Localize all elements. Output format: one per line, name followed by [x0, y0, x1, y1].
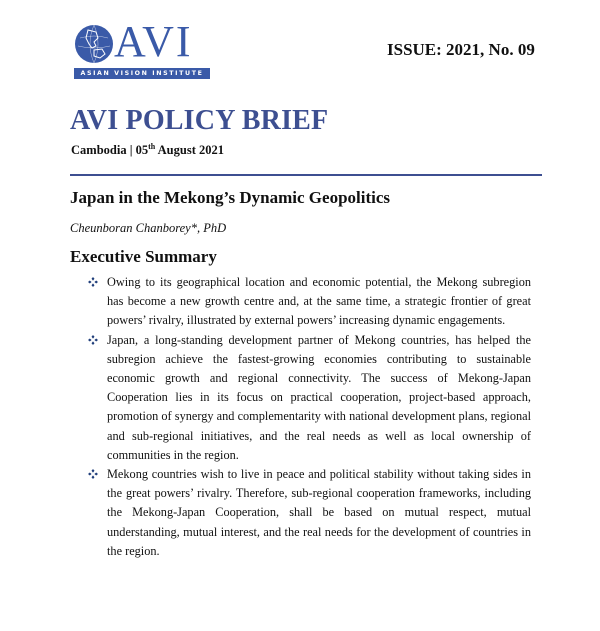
logo-wordmark: AVI — [114, 17, 193, 66]
dateline-separator: | — [126, 143, 136, 158]
list-item — [88, 465, 531, 561]
four-diamond-bullet-icon — [88, 335, 98, 345]
issue-number: ISSUE: 2021, No. 09 — [387, 40, 535, 59]
list-item-text: Owing to its geographical location and economic potential, the Mekong subregion has become a new growth centre and, at the same time, a strategic frontier of great powers’ rivalry, illustrated by external powers’ increasing dynamic engagements. — [107, 275, 531, 328]
four-diamond-bullet-icon — [88, 277, 98, 287]
brief-title: AVI POLICY BRIEF — [70, 105, 329, 136]
globe-icon — [74, 24, 114, 64]
logo-tagline: ASIAN VISION INSTITUTE — [74, 68, 210, 79]
dateline — [71, 142, 224, 158]
list-item — [88, 331, 531, 465]
list-item-text: Mekong countries wish to live in peace and political stability without taking sides in the great powers’ rivalry. Therefore, sub-regional cooperation frameworks, including the Mekong-Japan Cooperation, shall be based on mutual respect, mutual understanding, mutual interest, and the real needs for the development of countries in the region. — [107, 467, 531, 558]
list-item-text: Japan, a long-standing development partner of Mekong countries, has helped the subregion achieve the fastest-growing economies contributing to sustainable economic growth and regional connectivity. The success of Mekong-Japan Cooperation lies in its focus on practical cooperation, project-based approach, promotion of synergy and complementarity with national development plans, regional and sub-regional initiatives, and the real needs as well as local ownership of communities in the region. — [107, 332, 531, 462]
date-month-year: August 2021 — [155, 143, 224, 158]
list-item — [88, 273, 531, 331]
date-day-suffix: th — [148, 142, 156, 151]
avi-logo — [74, 17, 210, 82]
header-divider — [70, 174, 542, 176]
date-day: 05 — [135, 143, 149, 158]
article-title: Japan in the Mekong’s Dynamic Geopolitics — [70, 188, 391, 207]
country: Cambodia — [71, 143, 127, 158]
section-heading-executive-summary: Executive Summary — [70, 247, 217, 266]
executive-summary-list — [88, 273, 531, 561]
four-diamond-bullet-icon — [88, 469, 98, 479]
author-byline: Cheunboran Chanborey*, PhD — [70, 221, 227, 235]
